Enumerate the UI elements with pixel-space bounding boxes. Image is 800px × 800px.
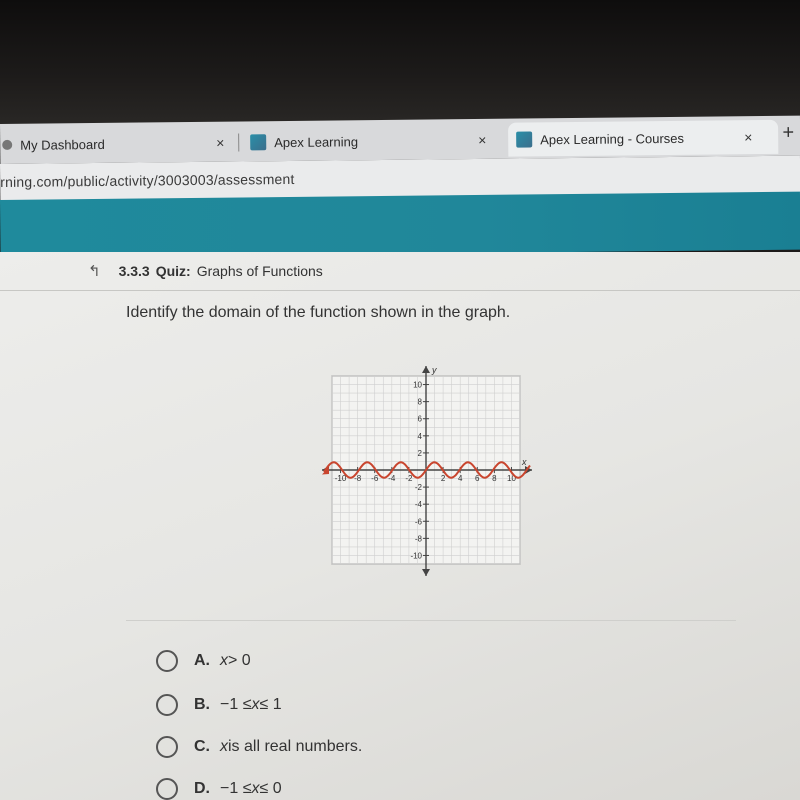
y-tick-label: 2: [417, 448, 422, 458]
y-tick-label: -6: [414, 517, 422, 527]
y-tick-label: -8: [414, 534, 422, 544]
x-tick-label: -4: [388, 474, 396, 483]
question-text: Identify the domain of the function shown in the graph.: [126, 304, 511, 321]
choice-text: is all real numbers.: [228, 738, 363, 755]
tab-apex-learning[interactable]: [250, 123, 504, 160]
radio-button[interactable]: [156, 650, 178, 672]
back-arrow-icon[interactable]: ↰: [88, 263, 101, 280]
radio-button[interactable]: [156, 694, 178, 716]
choice-a[interactable]: [156, 650, 251, 672]
quiz-number: 3.3.3: [118, 263, 150, 279]
choice-variable: x: [251, 780, 260, 797]
course-header-band: [0, 192, 800, 258]
y-tick-label: 4: [417, 431, 422, 441]
x-tick-label: 2: [440, 474, 446, 483]
apex-favicon-icon: [250, 134, 266, 150]
y-tick-label: 10: [413, 380, 422, 390]
x-tick-label: 10: [507, 474, 516, 483]
tab-title: Apex Learning: [274, 133, 359, 150]
y-tick-label: 6: [417, 414, 422, 424]
x-tick-label: -6: [371, 474, 379, 483]
x-tick-label: -2: [405, 474, 413, 483]
monitor-bezel: [0, 0, 800, 128]
x-axis-label: x: [522, 457, 527, 467]
choice-variable: x: [220, 738, 228, 755]
close-tab-icon[interactable]: ×: [216, 134, 225, 151]
tab-apex-learning-courses[interactable]: [508, 120, 778, 157]
close-tab-icon[interactable]: ×: [744, 129, 753, 146]
choice-letter: A.: [194, 652, 210, 669]
choice-prefix: −1 ≤: [220, 696, 252, 713]
close-tab-icon[interactable]: ×: [478, 131, 487, 148]
choice-text: ≤ 0: [259, 780, 282, 797]
tab-title: Apex Learning - Courses: [540, 130, 685, 147]
choice-variable: x: [220, 652, 228, 669]
x-tick-label: -10: [334, 474, 347, 483]
tab-my-dashboard[interactable]: [0, 125, 240, 162]
graph-svg: [322, 364, 532, 578]
y-axis-bottom-arrow: [422, 569, 430, 576]
y-tick-label: -2: [414, 483, 422, 493]
choice-letter: B.: [194, 696, 210, 713]
quiz-page: [0, 252, 800, 800]
x-tick-label: 6: [475, 474, 480, 483]
radio-button[interactable]: [156, 736, 178, 758]
choice-letter: C.: [194, 738, 210, 755]
choice-c[interactable]: [156, 736, 362, 758]
x-tick-label: 8: [492, 474, 497, 483]
y-tick-label: 8: [417, 397, 422, 407]
quiz-title: Graphs of Functions: [196, 263, 323, 279]
x-tick-label: 4: [457, 474, 463, 483]
y-axis-top-arrow: [422, 366, 430, 373]
choice-text: ≤ 1: [259, 696, 282, 713]
tab-separator: [238, 133, 239, 151]
y-tick-label: -4: [414, 500, 422, 510]
function-graph: [322, 364, 532, 578]
breadcrumb: [88, 262, 323, 280]
apex-favicon-icon: [516, 131, 532, 147]
dashboard-favicon-icon: [2, 140, 12, 150]
y-tick-label: -10: [410, 551, 422, 561]
choice-variable: x: [251, 696, 260, 713]
radio-button[interactable]: [156, 778, 178, 800]
y-axis-label: y: [432, 365, 437, 375]
quiz-label: Quiz:: [155, 263, 191, 279]
url-text: rning.com/public/activity/3003003/assessment: [0, 170, 295, 190]
choice-text: > 0: [228, 652, 251, 669]
choice-d[interactable]: [156, 778, 282, 800]
header-divider: [0, 290, 800, 291]
choice-letter: D.: [194, 780, 210, 797]
x-tick-label: -8: [354, 474, 362, 483]
answer-divider: [126, 620, 736, 621]
tab-title: My Dashboard: [20, 136, 105, 153]
choice-b[interactable]: [156, 694, 282, 716]
choice-prefix: −1 ≤: [220, 780, 252, 797]
new-tab-button[interactable]: +: [782, 121, 795, 144]
